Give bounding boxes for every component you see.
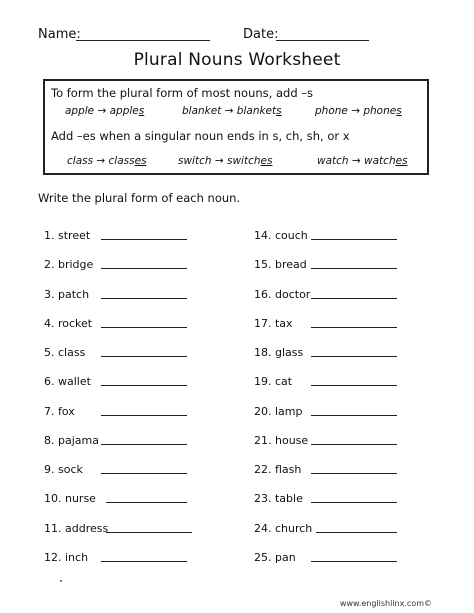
answer-line[interactable] [311,356,397,357]
noun-item: 2. bridge [44,258,94,271]
answer-line[interactable] [311,239,397,240]
rule-2-text: Add –es when a singular noun ends in s, ch, sh, or x [51,129,350,143]
rule-1-example: phone → phones [315,105,402,117]
noun-item: 15. bread [254,258,307,271]
answer-line[interactable] [101,561,187,562]
noun-item: 5. class [44,346,86,359]
footer-url: www.englishlinx.com© [339,599,432,608]
answer-line[interactable] [311,415,397,416]
answer-line[interactable] [311,561,397,562]
noun-item: 11. address [44,522,109,535]
rule-2-example: class → classes [67,155,147,167]
noun-item: 12. inch [44,551,89,564]
noun-item: 21. house [254,434,309,447]
noun-item: 1. street [44,229,91,242]
answer-line[interactable] [106,502,187,503]
answer-line[interactable] [101,356,187,357]
noun-item: 16. doctor [254,288,311,301]
answer-line[interactable] [311,298,397,299]
rule-2-example: watch → watches [317,155,408,167]
answer-line[interactable] [311,502,397,503]
noun-item: 3. patch [44,288,90,301]
noun-item: 23. table [254,492,303,505]
noun-item: 10. nurse [44,492,96,505]
rule-2-example: switch → switches [178,155,273,167]
answer-line[interactable] [101,239,187,240]
answer-line[interactable] [101,415,187,416]
rule-1-example: apple → apples [65,105,145,117]
answer-line[interactable] [311,473,397,474]
answer-line[interactable] [311,444,397,445]
name-field-line[interactable] [76,40,210,41]
page-title: Plural Nouns Worksheet [133,50,341,70]
date-field-line[interactable] [276,40,369,41]
answer-line[interactable] [101,385,187,386]
answer-line[interactable] [101,473,187,474]
noun-item: 14. couch [254,229,308,242]
answer-line[interactable] [106,532,192,533]
answer-line[interactable] [101,268,187,269]
date-label: Date: [243,27,279,42]
noun-item: 7. fox [44,405,75,418]
answer-line[interactable] [311,268,397,269]
rule-1-text: To form the plural form of most nouns, add –s [51,86,314,100]
noun-item: 9. sock [44,463,83,476]
noun-item: 18. glass [254,346,304,359]
noun-item: 25. pan [254,551,296,564]
instructions: Write the plural form of each noun. [38,191,241,205]
answer-line[interactable] [311,327,397,328]
noun-item: 8. pajama [44,434,99,447]
noun-item: 24. church [254,522,313,535]
answer-line[interactable] [101,444,187,445]
rules-box [43,79,429,175]
noun-item: 6. wallet [44,375,91,388]
name-label: Name: [38,27,81,42]
noun-item: 19. cat [254,375,293,388]
answer-line[interactable] [101,298,187,299]
noun-item: 17. tax [254,317,293,330]
noun-item: 4. rocket [44,317,93,330]
answer-line[interactable] [311,385,397,386]
noun-item: 22. flash [254,463,302,476]
stray-mark [60,580,62,582]
answer-line[interactable] [101,327,187,328]
rule-1-example: blanket → blankets [182,105,282,117]
noun-item: 20. lamp [254,405,303,418]
answer-line[interactable] [316,532,397,533]
